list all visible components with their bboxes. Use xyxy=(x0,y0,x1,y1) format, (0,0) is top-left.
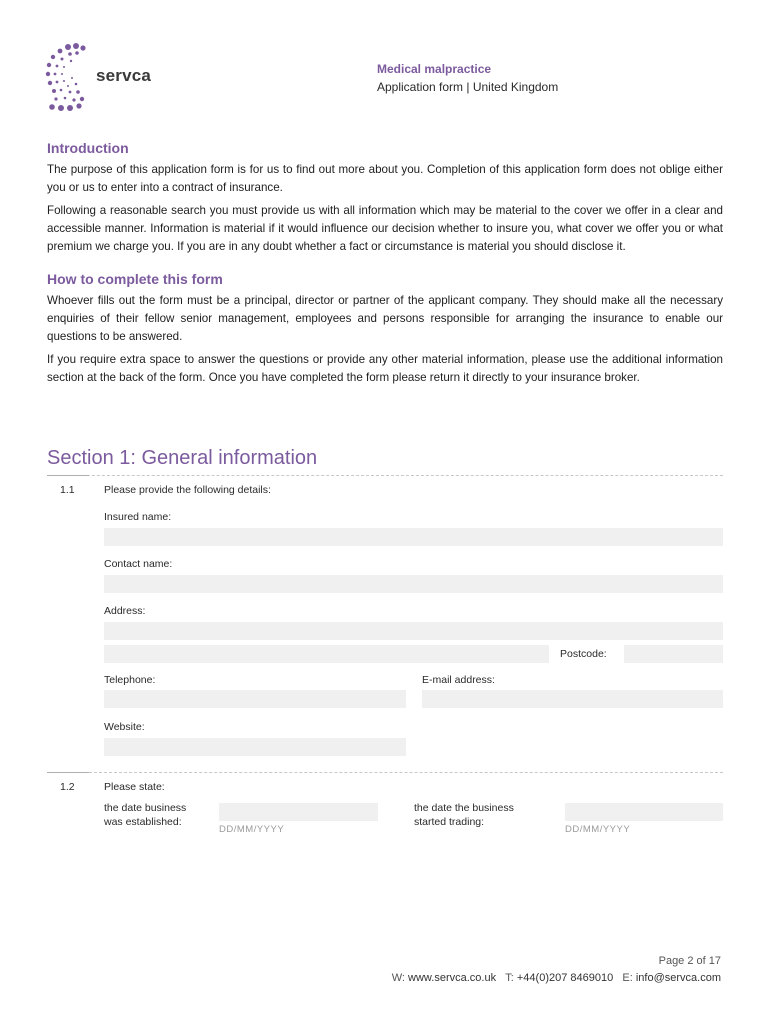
date-format-hint: DD/MM/YYYY xyxy=(219,824,285,835)
intro-content xyxy=(47,138,723,392)
date-established-label: the date business was established: xyxy=(104,802,187,828)
footer-email-link[interactable]: info@servca.com xyxy=(635,972,721,984)
form-subtitle: Application form | United Kingdom xyxy=(377,80,559,94)
date-format-hint: DD/MM/YYYY xyxy=(565,824,631,835)
product-title: Medical malpractice xyxy=(377,62,492,76)
address-line2-input[interactable] xyxy=(104,645,549,663)
postcode-input[interactable] xyxy=(624,645,723,663)
date-trading-label: the date the business started trading: xyxy=(414,802,514,828)
logo-wordmark: servca xyxy=(96,66,152,85)
section-divider xyxy=(47,475,723,476)
servca-logo xyxy=(44,42,174,114)
address-line1-input[interactable] xyxy=(104,622,723,640)
footer-contact: W: www.servca.co.uk T: +44(0)207 8469010 E: info@servca.com xyxy=(391,972,721,984)
question-text: Please state: xyxy=(104,781,165,793)
how-to-paragraph: If you require extra space to answer the questions or provide any other material information, please use the additional information section at the back of the form. Once you have completed the form please return it directly to your insurance broker. xyxy=(47,353,723,384)
introduction-heading: Introduction xyxy=(47,140,129,156)
address-label: Address: xyxy=(104,605,146,617)
document-header xyxy=(377,61,558,97)
how-to-paragraph: Whoever fills out the form must be a principal, director or partner of the applicant company. They should make all the necessary enquiries of their fellow senior management, employees and persons responsible for arranging the insurance to enable our questions to be answered. xyxy=(47,294,723,343)
website-label: Website: xyxy=(104,721,145,733)
insured-name-input[interactable] xyxy=(104,528,723,546)
question-rule xyxy=(47,772,89,773)
website-input[interactable] xyxy=(104,738,406,756)
question-number: 1.2 xyxy=(60,781,75,793)
telephone-input[interactable] xyxy=(104,690,406,708)
servca-logo-mark-icon xyxy=(44,42,92,114)
email-label: E-mail address: xyxy=(422,674,495,686)
intro-paragraph: The purpose of this application form is for us to find out more about you. Completion of this application form does not oblige either you or us to enter into a contract of insurance. xyxy=(47,163,723,194)
date-established-input[interactable] xyxy=(219,803,378,821)
contact-name-input[interactable] xyxy=(104,575,723,593)
contact-name-label: Contact name: xyxy=(104,558,173,570)
question-number: 1.1 xyxy=(60,484,75,496)
intro-paragraph: Following a reasonable search you must provide us with all information which may be material to the cover we offer in a clear and accessible manner. Information is material if it would influence our decision whether to insure you, what cover we offer you or what premium we charge you. If you are in any doubt whether a fact or circumstance is material you should disclose it. xyxy=(47,204,723,253)
page-number: Page 2 of 17 xyxy=(658,955,721,967)
section-title: Section 1: General information xyxy=(47,447,318,469)
postcode-label: Postcode: xyxy=(560,648,607,660)
footer-website-link[interactable]: www.servca.co.uk xyxy=(408,972,497,984)
email-input[interactable] xyxy=(422,690,723,708)
date-trading-input[interactable] xyxy=(565,803,723,821)
footer-phone: +44(0)207 8469010 xyxy=(516,972,614,984)
question-divider xyxy=(89,772,723,773)
insured-name-label: Insured name: xyxy=(104,511,172,523)
how-to-heading: How to complete this form xyxy=(47,271,223,287)
question-text: Please provide the following details: xyxy=(104,484,271,496)
question-rule xyxy=(47,475,89,476)
telephone-label: Telephone: xyxy=(104,674,156,686)
